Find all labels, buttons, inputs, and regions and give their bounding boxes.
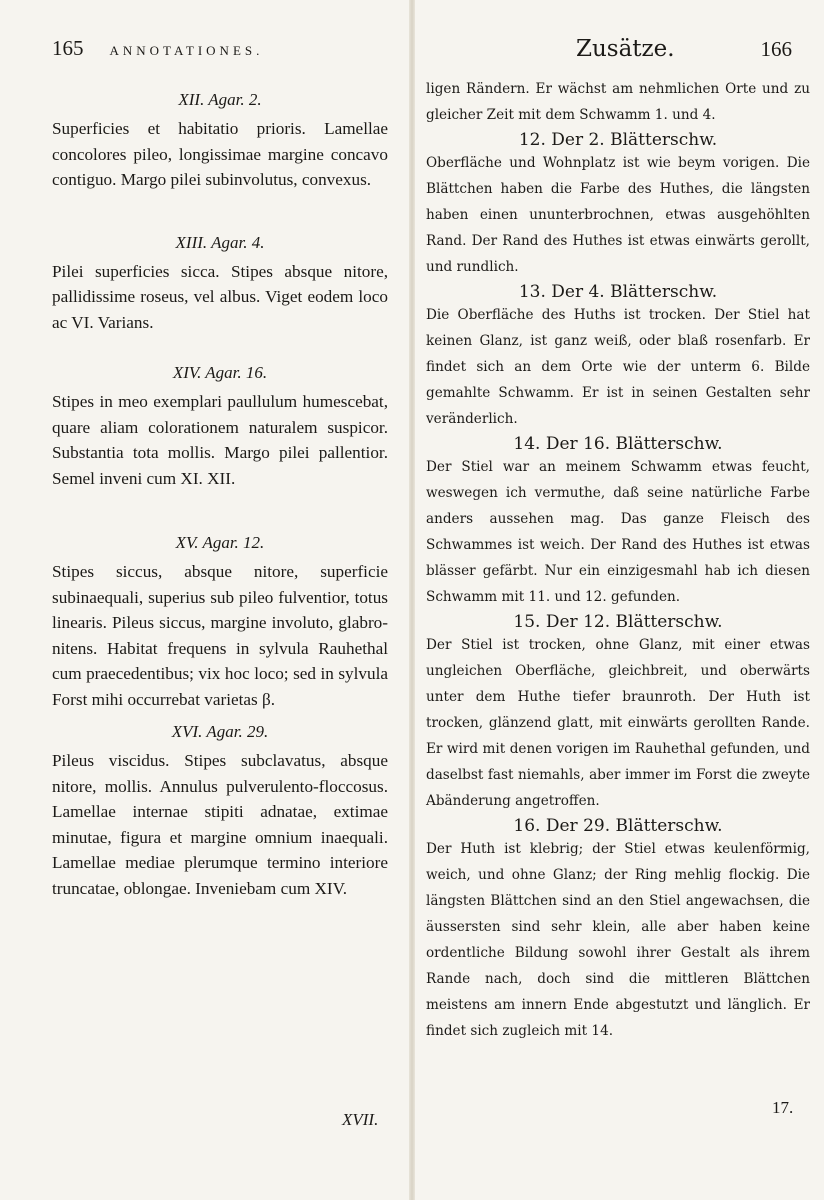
- continuation-text: ligen Rändern. Er wächst am nehmlichen Orte und zu gleicher Zeit mit dem Schwamm 1. und 4.: [426, 81, 810, 123]
- german-entry: [426, 434, 810, 610]
- entry-text: Der Stiel war an meinem Schwamm etwas feucht, weswegen ich vermuthe, daß seine natürliche Farbe anders aussehen mag. Das ganze Fleisch des Schwammes ist weich. Der Rand des Huthes ist etwas blässer gefärbt. Nur ein einzigesmahl hab ich diesen Schwamm mit 11. und 12. gefunden.: [426, 459, 810, 605]
- entry-text: Die Oberfläche des Huths ist trocken. Der Stiel hat keinen Glanz, ist ganz weiß, oder blaß rosenfarb. Er findet sich an dem Orte wie der unterm 6. Bilde gemahlte Schwamm. Er ist in seinen Gestalten sehr veränderlich.: [426, 307, 810, 427]
- latin-entry: [52, 533, 388, 712]
- latin-entry: [52, 90, 388, 193]
- latin-entry: [52, 722, 388, 901]
- entry-heading: 13. Der 4. Blätterschw.: [518, 282, 718, 302]
- entry-heading: 14. Der 16. Blätterschw.: [513, 434, 723, 454]
- right-running-head: [426, 36, 810, 76]
- german-entry: [426, 130, 810, 280]
- latin-entry: [52, 363, 388, 491]
- entry-heading: 16. Der 29. Blätterschw.: [513, 816, 723, 836]
- entry-heading: XIV. Agar. 16.: [172, 363, 268, 382]
- entry-text: Oberfläche und Wohnplatz ist wie beym vorigen. Die Blättchen haben die Farbe des Huthes, die längsten haben einen ununterbrochnen, etwas ausgehöhlten Rand. Der Rand des Huthes ist etwas einwärts gerollt, und rundlich.: [426, 155, 810, 275]
- entry-text: Der Stiel ist trocken, ohne Glanz, mit einer etwas ungleichen Oberfläche, gleichbreit, und oberwärts unter dem Huthe tiefer braunroth. Der Huth ist trocken, glänzend glatt, mit einwärts gerollten Rande. Er wird mit denen vorigen im Rauhethal gefunden, und daselbst fast niemahls, aber immer im Forst die zweyte Abänderung angetroffen.: [426, 637, 810, 809]
- right-page-number: 166: [760, 37, 792, 61]
- entry-heading: 12. Der 2. Blätterschw.: [518, 130, 718, 150]
- entry-heading: XV. Agar. 12.: [175, 533, 265, 552]
- entry-text: Der Huth ist klebrig; der Stiel etwas keulenförmig, weich, und ohne Glanz; der Ring mehlig flockig. Die längsten Blättchen sind an den Stiel angewachsen, die äussersten sind sehr klein, alle aber haben keine ordentliche Bildung sowohl ihrer Gestalt als ihrem Rande nach, doch sind die mittleren Blättchen meistens am innern Ende abgestutzt und länglich. Er findet sich zugleich mit 14.: [426, 841, 810, 1039]
- entry-heading: XIII. Agar. 4.: [175, 232, 265, 252]
- german-entry: [426, 282, 810, 432]
- latin-entry: [52, 233, 388, 336]
- entry-text: Stipes in meo exemplari paullulum humescebat, quare aliam colorationem naturalem suspicor. Substantia tota mollis. Margo pilei pallentior. Semel inveni cum XI. XII.: [52, 392, 388, 488]
- entry-text: Superficies et habitatio prioris. Lamellae concolores pileo, longissimae margine concavo contiguo. Margo pilei subinvolutus, convexus.: [52, 119, 388, 189]
- german-entry: [426, 816, 810, 1044]
- entry-text: Pilei superficies sicca. Stipes absque nitore, pallidissime roseus, vel albus. Viget eodem loco ac VI. Varians.: [52, 261, 388, 332]
- entry-heading: XII. Agar. 2.: [178, 90, 262, 109]
- left-catchword: XVII.: [342, 1110, 379, 1129]
- left-running-head: [52, 36, 388, 76]
- entry-text: Stipes siccus, absque nitore, superficie subinaequali, superius sub pileo fulventior, totus linearis. Pileus siccus, margine involuto, glabro-nitens. Habitat frequens in sylvula Rauhethal cum praecedentibus; vix hoc loco; sed in sylvula Forst mihi occurrebat varietas β.: [52, 562, 388, 709]
- left-running-title: ANNOTATIONES.: [109, 43, 264, 58]
- german-entry: [426, 612, 810, 814]
- entry-heading: XVI. Agar. 29.: [171, 722, 269, 741]
- right-page: [412, 0, 824, 1200]
- entry-heading: 15. Der 12. Blätterschw.: [513, 612, 723, 632]
- right-catchword: 17.: [772, 1098, 794, 1117]
- left-page-number: 165: [52, 36, 84, 60]
- right-running-title: Zusätze.: [576, 36, 675, 62]
- entry-text: Pileus viscidus. Stipes subclavatus, absque nitore, mollis. Annulus pulverulento-floccosus. Lamellae internae stipiti adnatae, extimae minutae, figura et margine omnium inaequali. Lamellae mediae plerumque termino interiore truncatae, oblongae. Inveniebam cum XIV.: [52, 751, 388, 898]
